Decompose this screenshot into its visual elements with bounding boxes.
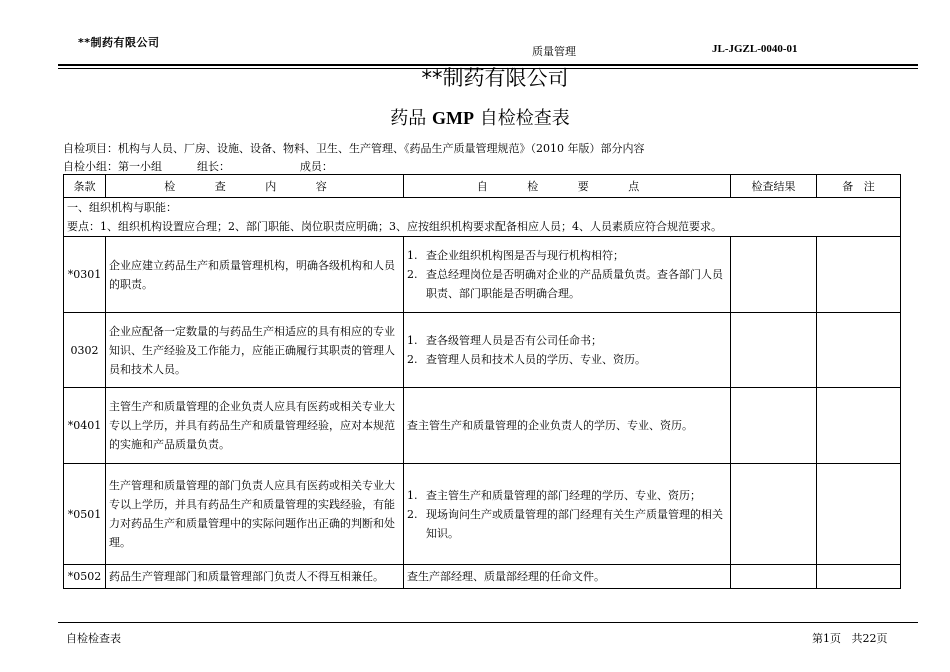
point-item: 1. 查主管生产和质量管理的部门经理的学历、专业、资历；	[407, 488, 701, 502]
row-points	[404, 237, 731, 313]
row-clause: *0401	[64, 388, 106, 464]
point-text: 查企业组织机构图是否与现行机构相符；	[426, 249, 624, 262]
title-gmp: GMP	[432, 108, 474, 128]
page-total: 共22页	[851, 632, 888, 645]
row-remarks	[817, 464, 901, 565]
header-department: 质量管理	[532, 45, 576, 58]
row-content: 企业应配备一定数量的与药品生产相适应的具有相应的专业知识、生产经验及工作能力，应能正确履行其职责的管理人员和技术人员。	[106, 313, 404, 388]
row-result	[731, 313, 817, 388]
row-points	[404, 464, 731, 565]
team-leader: 组长：	[196, 160, 230, 173]
row-result	[731, 464, 817, 565]
point-text: 查总经理岗位是否明确对企业的产品质量负责。查各部门人员职责、部门职能是否明确合理。	[426, 268, 723, 300]
row-content: 主管生产和质量管理的企业负责人应具有医药或相关专业大专以上学历，并具有药品生产和质量管理经验，应对本规范的实施和产品质量负责。	[106, 388, 404, 464]
footer-title: 自检检查表	[66, 632, 121, 645]
points-list	[407, 246, 727, 303]
header-remarks: 备 注	[817, 175, 901, 198]
point-item: 2. 查管理人员和技术人员的学历、专业、资历。	[407, 353, 646, 366]
row-clause: *0501	[64, 464, 106, 565]
header-points: 自 检 要 点	[404, 175, 731, 198]
row-clause: *0301	[64, 237, 106, 313]
footer-pagination	[812, 630, 888, 646]
team-members: 成员：	[299, 160, 333, 173]
row-result	[731, 565, 817, 589]
row-remarks	[817, 313, 901, 388]
section-cell	[64, 198, 901, 237]
section-points: 要点：1、组织机构设置应合理；2、部门职能、岗位职责应明确；3、应按组织机构要求配备相应人员；4、人员素质应符合规范要求。	[67, 220, 722, 233]
row-clause: 0302	[64, 313, 106, 388]
row-result	[731, 237, 817, 313]
table-header-row	[64, 175, 901, 198]
table-row	[64, 565, 901, 589]
inspection-team-line	[63, 158, 333, 174]
row-remarks	[817, 237, 901, 313]
company-title: **制药有限公司	[421, 66, 569, 90]
point-item: 2. 查总经理岗位是否明确对企业的产品质量负责。查各部门人员职责、部门职能是否明确合理。	[407, 268, 723, 300]
header-result: 检查结果	[731, 175, 817, 198]
title-suffix: 自检检查表	[474, 108, 570, 129]
header-doc-code: JL-JGZL-0040-01	[712, 43, 798, 55]
row-remarks	[817, 388, 901, 464]
page-number: 第1页	[812, 632, 841, 645]
inspection-scope: 自检项目：机构与人员、厂房、设施、设备、物料、卫生、生产管理、《药品生产质量管理规范》（2010 年版）部分内容	[63, 142, 645, 155]
table-row	[64, 388, 901, 464]
header-clause: 条款	[64, 175, 106, 198]
table-row	[64, 313, 901, 388]
header-company: **制药有限公司	[78, 36, 160, 49]
footer-rule	[58, 622, 918, 623]
row-points: 查生产部经理、质量部经理的任命文件。	[404, 565, 731, 589]
row-result	[731, 388, 817, 464]
section-title: 一、组织机构与职能：	[67, 201, 177, 214]
point-item: 1. 查各级管理人员是否有公司任命书；	[407, 334, 602, 347]
row-content: 企业应建立药品生产和质量管理机构，明确各级机构和人员的职责。	[106, 237, 404, 313]
point-text: 查各级管理人员是否有公司任命书；	[426, 334, 602, 347]
point-text: 查管理人员和技术人员的学历、专业、资历。	[426, 353, 646, 366]
inspection-table	[63, 174, 901, 589]
row-clause: *0502	[64, 565, 106, 589]
header-content: 检 查 内 容	[106, 175, 404, 198]
row-points	[404, 313, 731, 388]
point-text: 查主管生产和质量管理的部门经理的学历、专业、资历；	[426, 488, 701, 502]
table-row	[64, 464, 901, 565]
points-list	[407, 331, 727, 369]
point-text: 现场询问生产或质量管理的部门经理有关生产质量管理的相关知识。	[426, 507, 723, 540]
team-group: 自检小组：第一小组	[63, 160, 162, 173]
title-prefix: 药品	[390, 108, 432, 129]
table-row	[64, 237, 901, 313]
point-item: 1. 查企业组织机构图是否与现行机构相符；	[407, 249, 624, 262]
row-content: 生产管理和质量管理的部门负责人应具有医药或相关专业大专以上学历，并具有药品生产和质量管理的实践经验，有能力对药品生产和质量管理中的实际问题作出正确的判断和处理。	[106, 464, 404, 565]
points-list	[407, 486, 727, 543]
row-remarks	[817, 565, 901, 589]
section-row	[64, 198, 901, 237]
point-item: 2. 现场询问生产或质量管理的部门经理有关生产质量管理的相关知识。	[407, 507, 723, 540]
row-content: 药品生产管理部门和质量管理部门负责人不得互相兼任。	[106, 565, 404, 589]
document-title	[0, 104, 950, 130]
row-points: 查主管生产和质量管理的企业负责人的学历、专业、资历。	[404, 388, 731, 464]
